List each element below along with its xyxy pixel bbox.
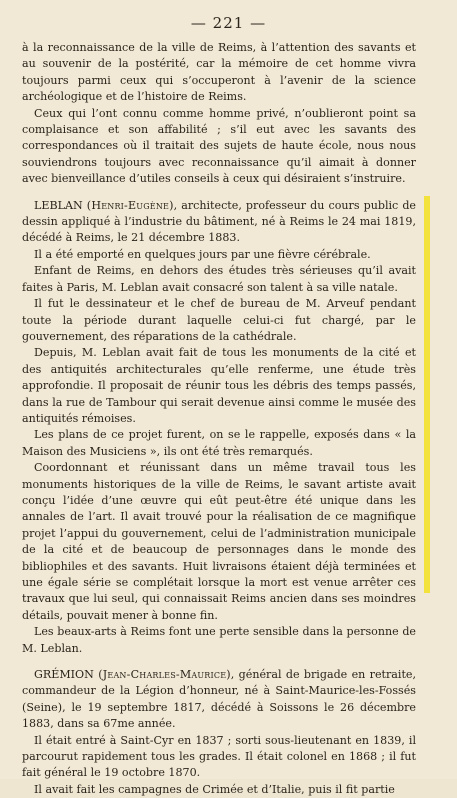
entry-leblan-paragraph: Les plans de ce projet furent, on se le rappelle, exposés dans « la Maison des Musiciens », ils ont été très remarqués.	[22, 428, 416, 458]
page-number: — 221 —	[190, 14, 267, 32]
entry-gremion-paragraph: Il avait fait les campagnes de Crimée et d’Italie, puis il fit partie	[34, 782, 395, 796]
entry-gremion-given-names: (Jean-Charles-Maurice)	[98, 668, 231, 682]
entry-leblan-paragraph: Il fut le dessinateur et le chef de bureau de M. Arveuf pendant toute la période durant laquelle celui-ci fut chargé, par le gouvernement, des réparations de la cathédrale.	[22, 297, 416, 343]
entry-gremion-surname: GRÉMION	[34, 668, 94, 682]
entry-leblan-given-names: (Henri-Eugène)	[86, 198, 174, 212]
entry-leblan-intro: , architecte, professeur du cours public de dessin appliqué à l’industrie du bâtiment, né à Reims le 24 mai 1819, décédé à Reims, le 21 décembre 1883.	[22, 198, 416, 245]
entry-leblan-paragraph: Enfant de Reims, en dehors des études très sérieuses qu’il avait faites à Paris, M. Leblan avait consacré son talent à sa ville natale.	[22, 264, 416, 294]
page-body	[22, 40, 416, 798]
entry-gremion-intro: , général de brigade en retraite, commandeur de la Légion d’honneur, né à Saint-Maurice-les-Fossés (Seine), le 19 septembre 1817, décédé à Soissons le 26 décembre 1883, dans sa 67me année.	[22, 668, 417, 731]
entry-gremion-heading	[22, 667, 416, 733]
paragraph-remembrance: Ceux qui l’ont connu comme homme privé, n’oublieront point sa complaisance et son affabilité ; s’il eut avec les savants des correspondances où il traitait des sujets de haute école, nous nous souviendrons toujours avec reconnaissance qu’il aimait à donner avec bienveillance d’utiles conseils à ceux qui désiraient s’instruire.	[22, 106, 416, 186]
section-gap	[22, 657, 416, 667]
entry-gremion-paragraph: Il était entré à Saint-Cyr en 1837 ; sorti sous-lieutenant en 1839, il parcourut rapidement tous les grades. Il était colonel en 1868 ; il fut fait général le 19 octobre 1870.	[22, 733, 416, 780]
entry-leblan-heading	[22, 198, 416, 247]
entry-leblan-surname: LEBLAN	[34, 198, 83, 212]
section-gap	[22, 188, 416, 198]
paragraph-opening: à la reconnaissance de la ville de Reims, à l’attention des savants et au souvenir de la postérité, car la mémoire de cet homme vivra toujours parmi ceux qui s’occuperont à l’avenir de la science archéologique et de l’histoire de Reims.	[22, 41, 416, 104]
entry-leblan-paragraph: Les beaux-arts à Reims font une perte sensible dans la personne de M. Leblan.	[22, 625, 416, 655]
entry-leblan-paragraph: Coordonnant et réunissant dans un même travail tous les monuments historiques de la ville de Reims, le savant artiste avait conçu l’idée d’une œuvre qui eût peut-être été unique dans les annales de l’art. Il avait trouvé pour la réalisation de ce magnifique projet l’appui du gouvernement, celui de l’administration municipale de la cité et de beaucoup de personnages dans le monde des bibliophiles et des savants. Huit livraisons étaient déjà terminées et une égale série se complétait lorsque la mort est venue arrêter ces travaux que lui seul, qui connaissait Reims ancien dans ses moindres détails, pouvait mener à bonne fin.	[22, 461, 416, 622]
entry-leblan-paragraph: Depuis, M. Leblan avait fait de tous les monuments de la cité et des antiquités architecturales qu’elle renferme, une étude très approfondie. Il proposait de réunir tous les débris des temps passés, dans la rue de Tambour qui serait devenue ainsi comme le musée des antiquités rémoises.	[22, 346, 416, 425]
yellow-highlight-bar	[424, 196, 430, 593]
entry-leblan-paragraph: Il a été emporté en quelques jours par une fièvre cérébrale.	[34, 247, 371, 261]
